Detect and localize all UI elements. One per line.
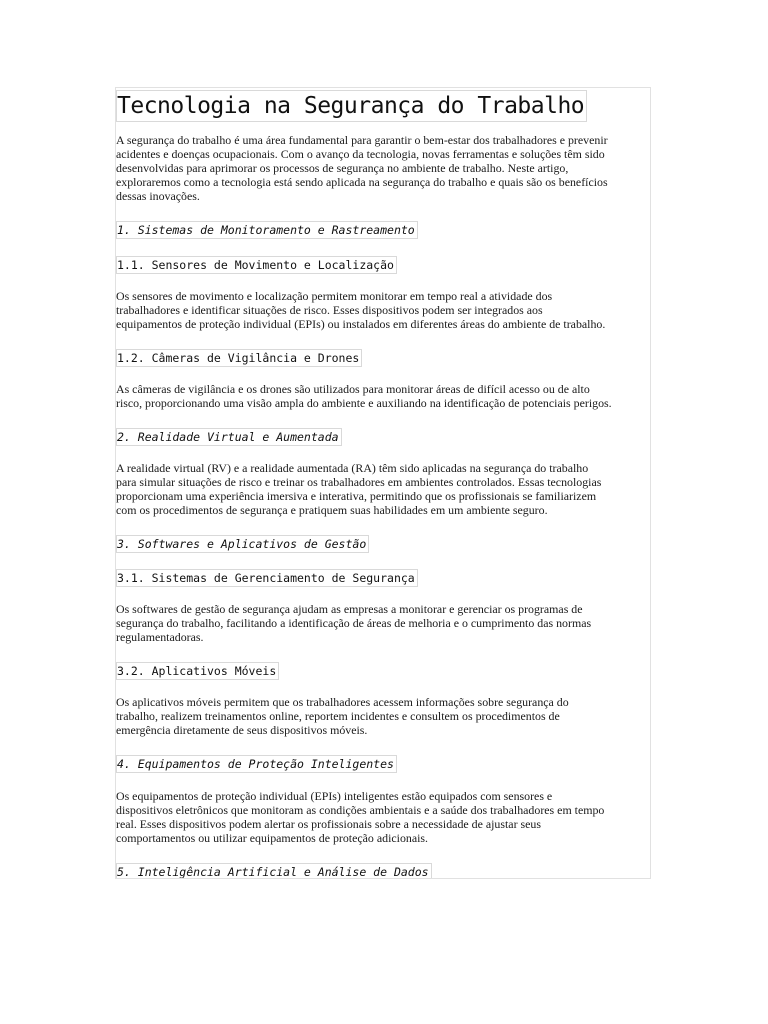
section-heading-1: 1. Sistemas de Monitoramento e Rastreamento — [116, 221, 418, 239]
section-heading-4: 4. Equipamentos de Proteção Inteligentes — [116, 755, 397, 773]
text-line: A segurança do trabalho é uma área fundamental para garantir o bem-estar dos trabalhadores e prevenir — [116, 133, 608, 147]
paragraph-2 — [116, 461, 601, 517]
text-line: emergência diretamente de seus dispositivos móveis. — [116, 723, 368, 737]
text-line: dispositivos eletrônicos que monitoram as condições ambientais e a saúde dos trabalhadores em tempo — [116, 803, 605, 817]
subsection-heading-1-1: 1.1. Sensores de Movimento e Localização — [116, 256, 397, 274]
text-line: As câmeras de vigilância e os drones são utilizados para monitorar áreas de difícil acesso ou de alto — [116, 382, 590, 396]
text-line: regulamentadoras. — [116, 630, 204, 644]
text-line: para simular situações de risco e treinar os trabalhadores em ambientes controlados. Essas tecnologias — [116, 475, 602, 489]
subsection-heading-3-2: 3.2. Aplicativos Móveis — [116, 662, 279, 680]
section-heading-2: 2. Realidade Virtual e Aumentada — [116, 428, 342, 446]
paragraph-4 — [116, 789, 604, 845]
section-heading-3: 3. Softwares e Aplicativos de Gestão — [116, 535, 369, 553]
text-line: A realidade virtual (RV) e a realidade aumentada (RA) têm sido aplicadas na segurança do trabalho — [116, 461, 589, 475]
text-line: Os equipamentos de proteção individual (EPIs) inteligentes estão equipados com sensores e — [116, 789, 553, 803]
paragraph-3-1 — [116, 602, 591, 644]
subsection-heading-3-1: 3.1. Sistemas de Gerenciamento de Segurança — [116, 569, 418, 587]
text-line: com os procedimentos de segurança e pratiquem suas habilidades em um ambiente seguro. — [116, 503, 548, 517]
subsection-heading-1-2: 1.2. Câmeras de Vigilância e Drones — [116, 349, 362, 367]
text-line: acidentes e doenças ocupacionais. Com o avanço da tecnologia, novas ferramentas e soluções têm sido — [116, 147, 605, 161]
text-line: exploraremos como a tecnologia está sendo aplicada na segurança do trabalho e quais são os benefícios — [116, 175, 608, 189]
text-line: risco, proporcionando uma visão ampla do ambiente e auxiliando na identificação de potenciais perigos. — [116, 396, 612, 410]
text-line: segurança do trabalho, facilitando a identificação de áreas de melhoria e o cumprimento das normas — [116, 616, 592, 630]
text-line: equipamentos de proteção individual (EPIs) ou instalados em diferentes áreas do ambiente de trabalho. — [116, 317, 606, 331]
paragraph-3-2 — [116, 695, 569, 737]
text-line: desenvolvidas para aprimorar os processos de segurança no ambiente de trabalho. Neste artigo, — [116, 161, 569, 175]
paragraph-1-2 — [116, 382, 612, 410]
text-line: Os aplicativos móveis permitem que os trabalhadores acessem informações sobre segurança do — [116, 695, 569, 709]
text-line: comportamentos ou utilizar equipamentos de proteção adicionais. — [116, 831, 429, 845]
section-heading-5: 5. Inteligência Artificial e Análise de Dados — [116, 863, 432, 879]
text-line: dessas inovações. — [116, 189, 200, 203]
text-line: trabalhadores e identificar situações de risco. Esses dispositivos podem ser integrados aos — [116, 303, 543, 317]
page-title: Tecnologia na Segurança do Trabalho — [116, 90, 587, 122]
text-line: trabalho, realizem treinamentos online, reportem incidentes e consultem os procedimentos de — [116, 709, 560, 723]
text-line: Os sensores de movimento e localização permitem monitorar em tempo real a atividade dos — [116, 289, 553, 303]
paragraph-1-1 — [116, 289, 605, 331]
text-line: Os softwares de gestão de segurança ajudam as empresas a monitorar e gerenciar os programas de — [116, 602, 583, 616]
text-line: proporcionam uma experiência imersiva e interativa, permitindo que os profissionais se familiarizem — [116, 489, 597, 503]
intro-paragraph — [116, 133, 608, 203]
document-page — [115, 87, 651, 879]
text-line: real. Esses dispositivos podem alertar os profissionais sobre a necessidade de ajustar seus — [116, 817, 541, 831]
